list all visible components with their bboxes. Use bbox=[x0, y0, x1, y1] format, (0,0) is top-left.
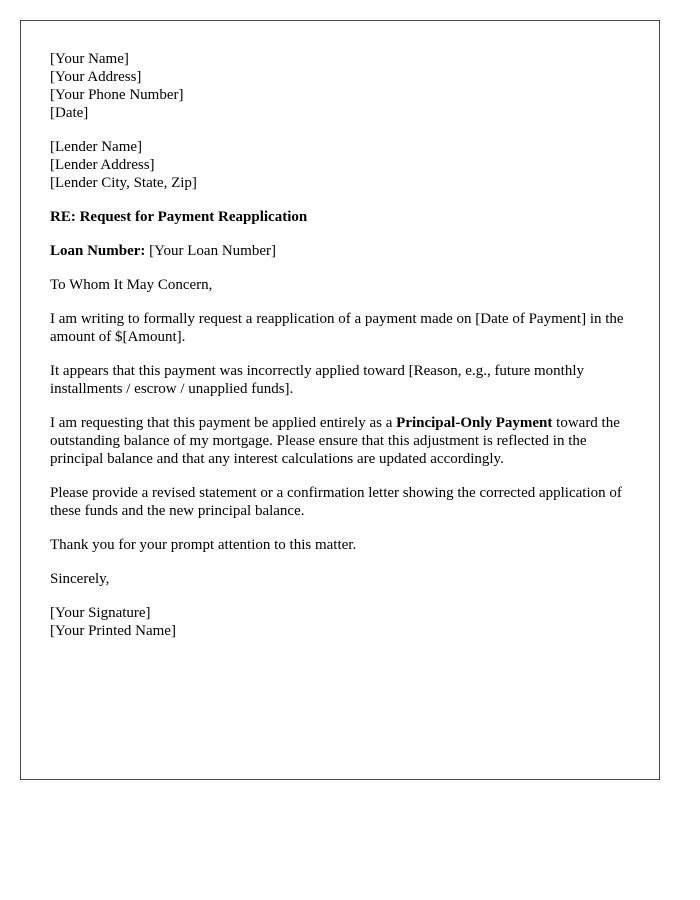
paragraph-thank-you: Thank you for your prompt attention to this matter. bbox=[50, 537, 357, 553]
subject-line: RE: Request for Payment Reapplication bbox=[50, 209, 308, 225]
signature-line: [Your Signature] bbox=[50, 605, 151, 621]
lender-name: [Lender Name] bbox=[50, 139, 143, 155]
closing: Sincerely, bbox=[50, 571, 110, 587]
lender-city-state-zip: [Lender City, State, Zip] bbox=[50, 175, 197, 191]
sender-name: [Your Name] bbox=[50, 51, 129, 67]
letter-date: [Date] bbox=[50, 105, 89, 121]
paragraph-revised-statement: Please provide a revised statement or a confirmation letter showing the corrected application of these funds and the new principal balance. bbox=[50, 485, 622, 519]
principal-only-emphasis: Principal-Only Payment bbox=[396, 415, 553, 431]
salutation: To Whom It May Concern, bbox=[50, 277, 213, 293]
lender-address: [Lender Address] bbox=[50, 157, 155, 173]
sender-address: [Your Address] bbox=[50, 69, 142, 85]
principal-only-text-before: I am requesting that this payment be applied entirely as a bbox=[50, 415, 397, 431]
paragraph-incorrect-application: It appears that this payment was incorrectly applied toward [Reason, e.g., future monthly installments / escrow / unapplied funds]. bbox=[50, 363, 585, 397]
loan-number-line bbox=[50, 242, 640, 260]
printed-name-line: [Your Printed Name] bbox=[50, 623, 176, 639]
principal-only-text-after: toward the outstanding balance of my mortgage. Please ensure that this adjustment is reflected in the principal balance and that any interest calculations are updated accordingly. bbox=[50, 415, 620, 467]
loan-number-label: Loan Number: bbox=[50, 243, 146, 259]
signature-block bbox=[50, 604, 640, 640]
letter-frame bbox=[20, 20, 660, 780]
sender-phone: [Your Phone Number] bbox=[50, 87, 184, 103]
letter-body bbox=[50, 50, 640, 656]
lender-block bbox=[50, 138, 640, 192]
sender-block bbox=[50, 50, 640, 122]
paragraph-principal-only bbox=[50, 414, 640, 468]
loan-number-value: [Your Loan Number] bbox=[145, 243, 276, 259]
paragraph-reapplication-request: I am writing to formally request a reapplication of a payment made on [Date of Payment] in the amount of $[Amount]. bbox=[50, 311, 624, 345]
